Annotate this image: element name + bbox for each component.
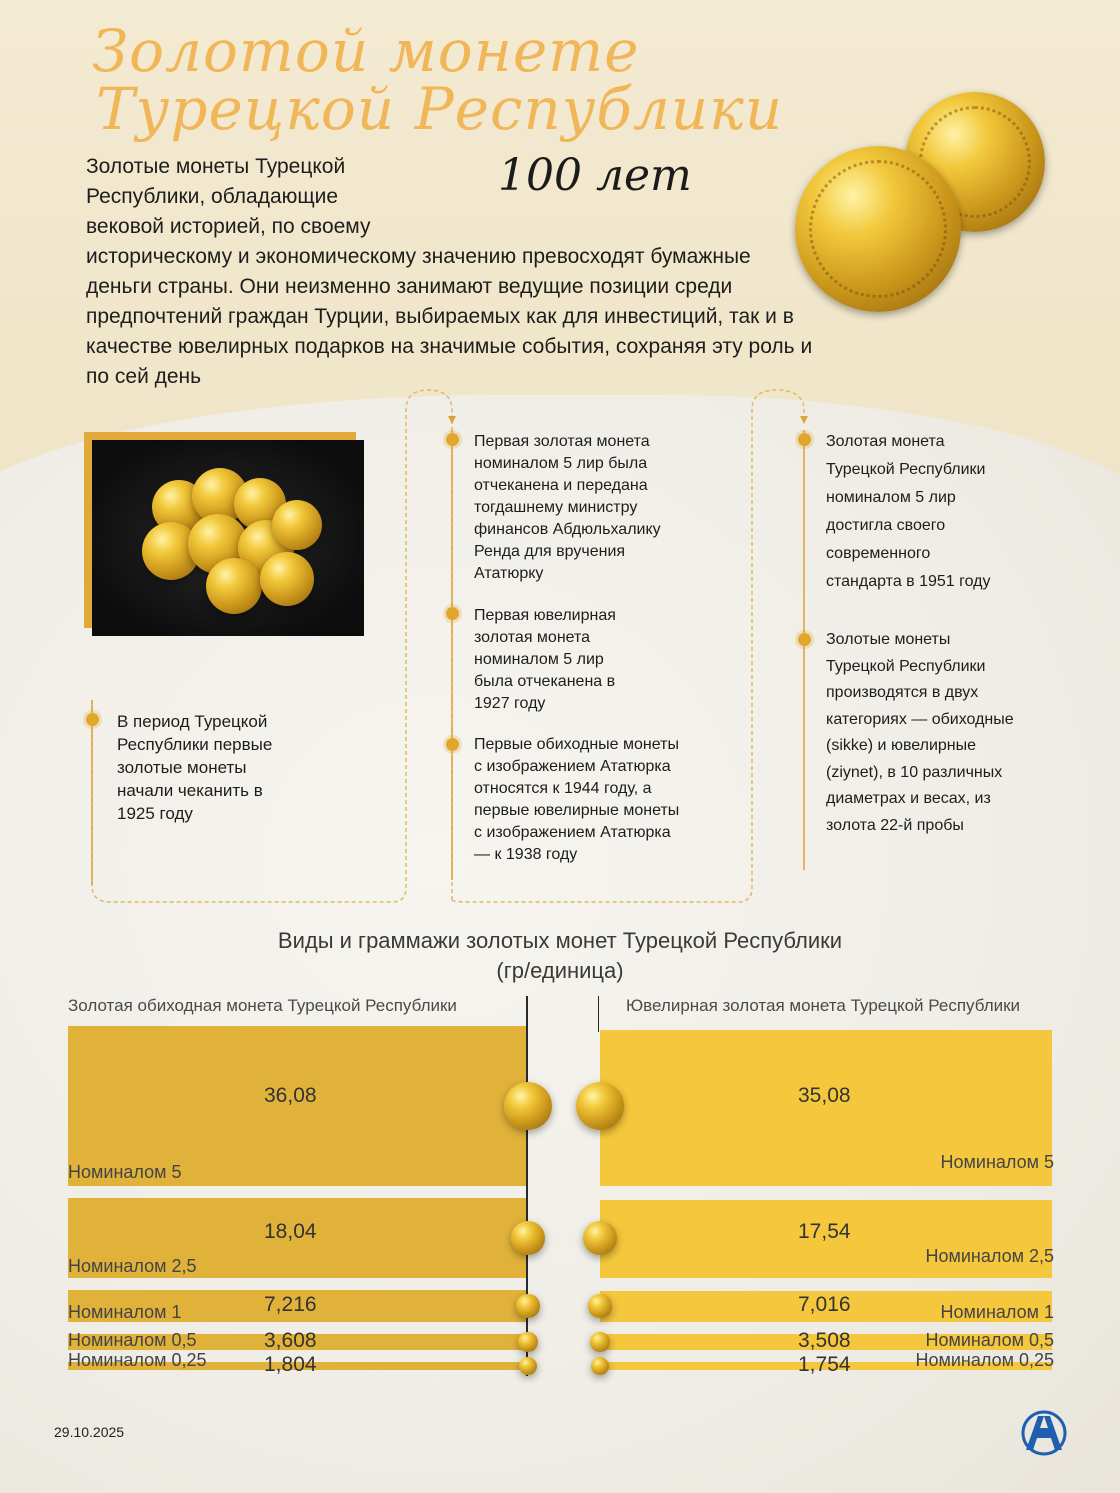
center-divider-right (598, 996, 599, 1032)
timeline-note: Золотые монеты Турецкой Республики производятся в двух категориях — обиходные (sikke) и ювелирные (ziynet), в 10 различных диаметрах и весах, из золота 22-й пробы (826, 631, 1014, 834)
coin-icon (518, 1332, 538, 1352)
coin-icon (576, 1082, 624, 1130)
category-label-right: Номиналом 1 (940, 1302, 1054, 1322)
timeline-note: Первая золотая монета номиналом 5 лир была отчеканена и передана тогдашнему министру финансов Абдюльхалику Ренда для вручения Ататюрку (474, 433, 661, 582)
value-label-right: 17,54 (798, 1220, 851, 1243)
anniversary-years: 100 лет (498, 150, 692, 201)
center-divider (526, 996, 528, 1376)
series-label-left: Золотая обиходная монета Турецкой Республики (68, 996, 457, 1015)
timeline-dot (798, 633, 811, 646)
category-label-left: Номиналом 0,25 (68, 1350, 207, 1370)
intro-line-2: Республики, обладающие (86, 185, 339, 208)
title-line-1: Золотой монете (92, 17, 640, 85)
coin-icon (591, 1357, 609, 1375)
value-label-right: 1,754 (798, 1353, 851, 1376)
timeline-note: Первая ювелирная золотая монета номиналом 5 лир была отчеканена в 1927 году (474, 607, 616, 712)
coin-icon (519, 1357, 537, 1375)
series-label-right: Ювелирная золотая монета Турецкой Республики (626, 996, 1021, 1015)
category-label-right: Номиналом 2,5 (925, 1246, 1054, 1266)
timeline-note: Золотая монета Турецкой Республики номиналом 5 лир достигла своего современного стандарта в 1951 году (826, 433, 991, 590)
value-label-left: 1,804 (264, 1353, 317, 1376)
publish-date: 29.10.2025 (54, 1424, 125, 1440)
timeline-note: Первые обиходные монеты с изображением Ататюрка относятся к 1944 году, а первые ювелирные монеты с изображением Ататюрка — к 1938 году (474, 736, 680, 863)
aa-logo-icon (1018, 1410, 1070, 1456)
coin-icon (504, 1082, 552, 1130)
chart-title (180, 926, 940, 986)
value-label-left: 3,608 (264, 1329, 317, 1352)
title-line-2: Турецкой Республики (96, 75, 784, 143)
category-label-left: Номиналом 0,5 (68, 1330, 197, 1350)
category-label-right: Номиналом 0,25 (915, 1350, 1054, 1370)
coin-icon (511, 1221, 545, 1255)
value-label-right: 3,508 (798, 1329, 851, 1352)
intro-rest: историческому и экономическому значению превосходят бумажные деньги страны. Они неизменно занимают ведущие позиции среди предпочтений граждан Турции, выбираемых как для инвестиций, так и в качестве ювелирных подарков на значимые события, сохраняя эту роль и по сей день (86, 245, 813, 388)
intro-line-1: Золотые монеты Турецкой (86, 155, 346, 178)
value-label-left: 36,08 (264, 1084, 317, 1107)
timeline-dot (798, 433, 811, 446)
coin-icon (583, 1221, 617, 1255)
value-label-right: 7,016 (798, 1293, 851, 1316)
category-label-right: Номиналом 0,5 (925, 1330, 1054, 1350)
intro-line-3: вековой историей, по своему (86, 215, 371, 238)
chart-title-main: Виды и граммажи золотых монет Турецкой Республики (277, 928, 843, 953)
chart-subtitle: (гр/единица) (496, 958, 624, 983)
coin-icon (588, 1294, 611, 1317)
value-label-left: 18,04 (264, 1220, 317, 1243)
coin-icon (516, 1294, 539, 1317)
timeline-dot (446, 607, 459, 620)
timeline-note: В период Турецкой Республики первые золотые монеты начали чеканить в 1925 году (117, 712, 273, 823)
category-label-right: Номиналом 5 (940, 1152, 1054, 1172)
value-label-right: 35,08 (798, 1084, 851, 1107)
timeline-dot (86, 713, 99, 726)
timeline-dot (446, 738, 459, 751)
timeline-dot (446, 433, 459, 446)
category-label-left: Номиналом 5 (68, 1162, 182, 1182)
category-label-left: Номиналом 2,5 (68, 1256, 197, 1276)
coin-icon (590, 1332, 610, 1352)
value-label-left: 7,216 (264, 1293, 317, 1316)
category-label-left: Номиналом 1 (68, 1302, 182, 1322)
